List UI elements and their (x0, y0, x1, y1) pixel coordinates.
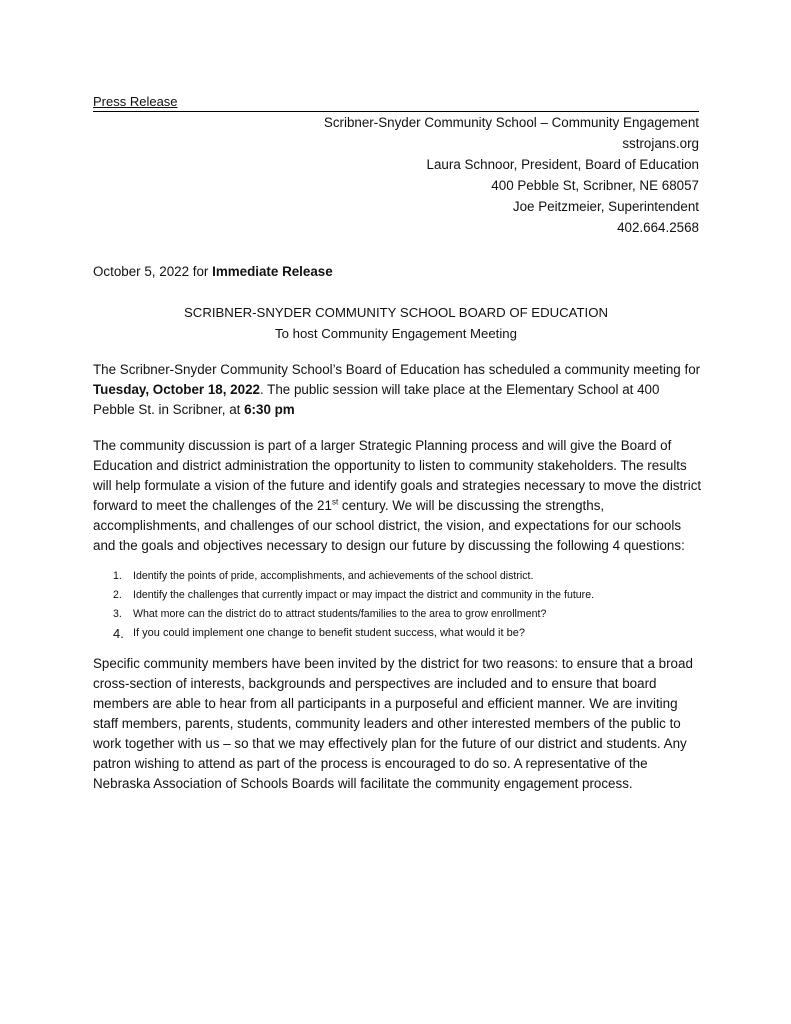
release-date: October 5, 2022 for (93, 264, 213, 279)
question-text: Identify the points of pride, accomplishments, and achievements of the school district. (133, 570, 534, 582)
contact-superintendent: Joe Peitzmeier, Superintendent (512, 199, 699, 214)
headline-subtitle: To host Community Engagement Meeting (275, 326, 517, 341)
meeting-paragraph (93, 360, 703, 420)
contact-block (324, 112, 699, 238)
question-number: 2. (113, 589, 122, 601)
participants-paragraph: Specific community members have been invited by the district for two reasons: to ensure that a broad cross-section of interests, backgrounds and perspectives are included and to ensure that board members are able to hear from all participants in a purposeful and efficient manner. We are inviting staff members, parents, students, community leaders and other interested members of the public to work together with us – so that we may effectively plan for the future of our district and students. Any patron wishing to attend as part of the process is encouraged to do so. A representative of the Nebraska Association of Schools Boards will facilitate the community engagement process. (93, 656, 693, 791)
contact-address: 400 Pebble St, Scribner, NE 68057 (491, 178, 699, 193)
list-item (113, 624, 713, 643)
meeting-text-b: . The public session will take place at the Elementary School at 400 Pebble St. in Scribner, at (93, 382, 660, 417)
headline-title: SCRIBNER-SNYDER COMMUNITY SCHOOL BOARD OF EDUCATION (184, 305, 608, 320)
contact-website: sstrojans.org (622, 136, 699, 151)
contact-phone: 402.664.2568 (617, 220, 699, 235)
contact-president: Laura Schnoor, President, Board of Education (426, 157, 699, 172)
headline (93, 302, 699, 344)
contact-organization: Scribner-Snyder Community School – Community Engagement (323, 115, 699, 130)
meeting-text-a: The Scribner-Snyder Community School’s Board of Education has scheduled a community meeting for (93, 362, 701, 377)
question-text: If you could implement one change to benefit student success, what would it be? (133, 627, 525, 639)
question-text: Identify the challenges that currently impact or may impact the district and community in the future. (133, 589, 595, 601)
press-release-header (93, 93, 699, 112)
question-text: What more can the district do to attract students/families to the area to grow enrollment? (133, 608, 547, 620)
discussion-text-a: The community discussion is part of a larger Strategic Planning process and will give the Board of Education and district administration the opportunity to listen to community stakeholders. The results will help formulate a vision of the future and identify goals and strategies necessary to move the district forward to meet the challenges of the 21 (93, 438, 702, 513)
ordinal-superscript: st (331, 497, 339, 507)
list-item (113, 567, 713, 586)
discussion-paragraph (93, 436, 703, 556)
question-number: 4. (113, 626, 124, 641)
discussion-text-b: century. We will be discussing the strengths, accomplishments, and challenges of our school district, the vision, and expectations for our schools and the goals and objectives necessary to design our future by discussing the following 4 questions: (93, 498, 685, 553)
meeting-time: 6:30 pm (244, 402, 295, 417)
list-item (113, 586, 713, 605)
meeting-date: Tuesday, October 18, 2022 (93, 382, 260, 397)
question-number: 1. (113, 570, 122, 582)
release-status: Immediate Release (212, 264, 333, 279)
press-release-label: Press Release (93, 94, 178, 109)
release-date-line (93, 262, 333, 282)
questions-list (113, 567, 713, 643)
question-number: 3. (113, 608, 122, 620)
list-item (113, 605, 713, 624)
